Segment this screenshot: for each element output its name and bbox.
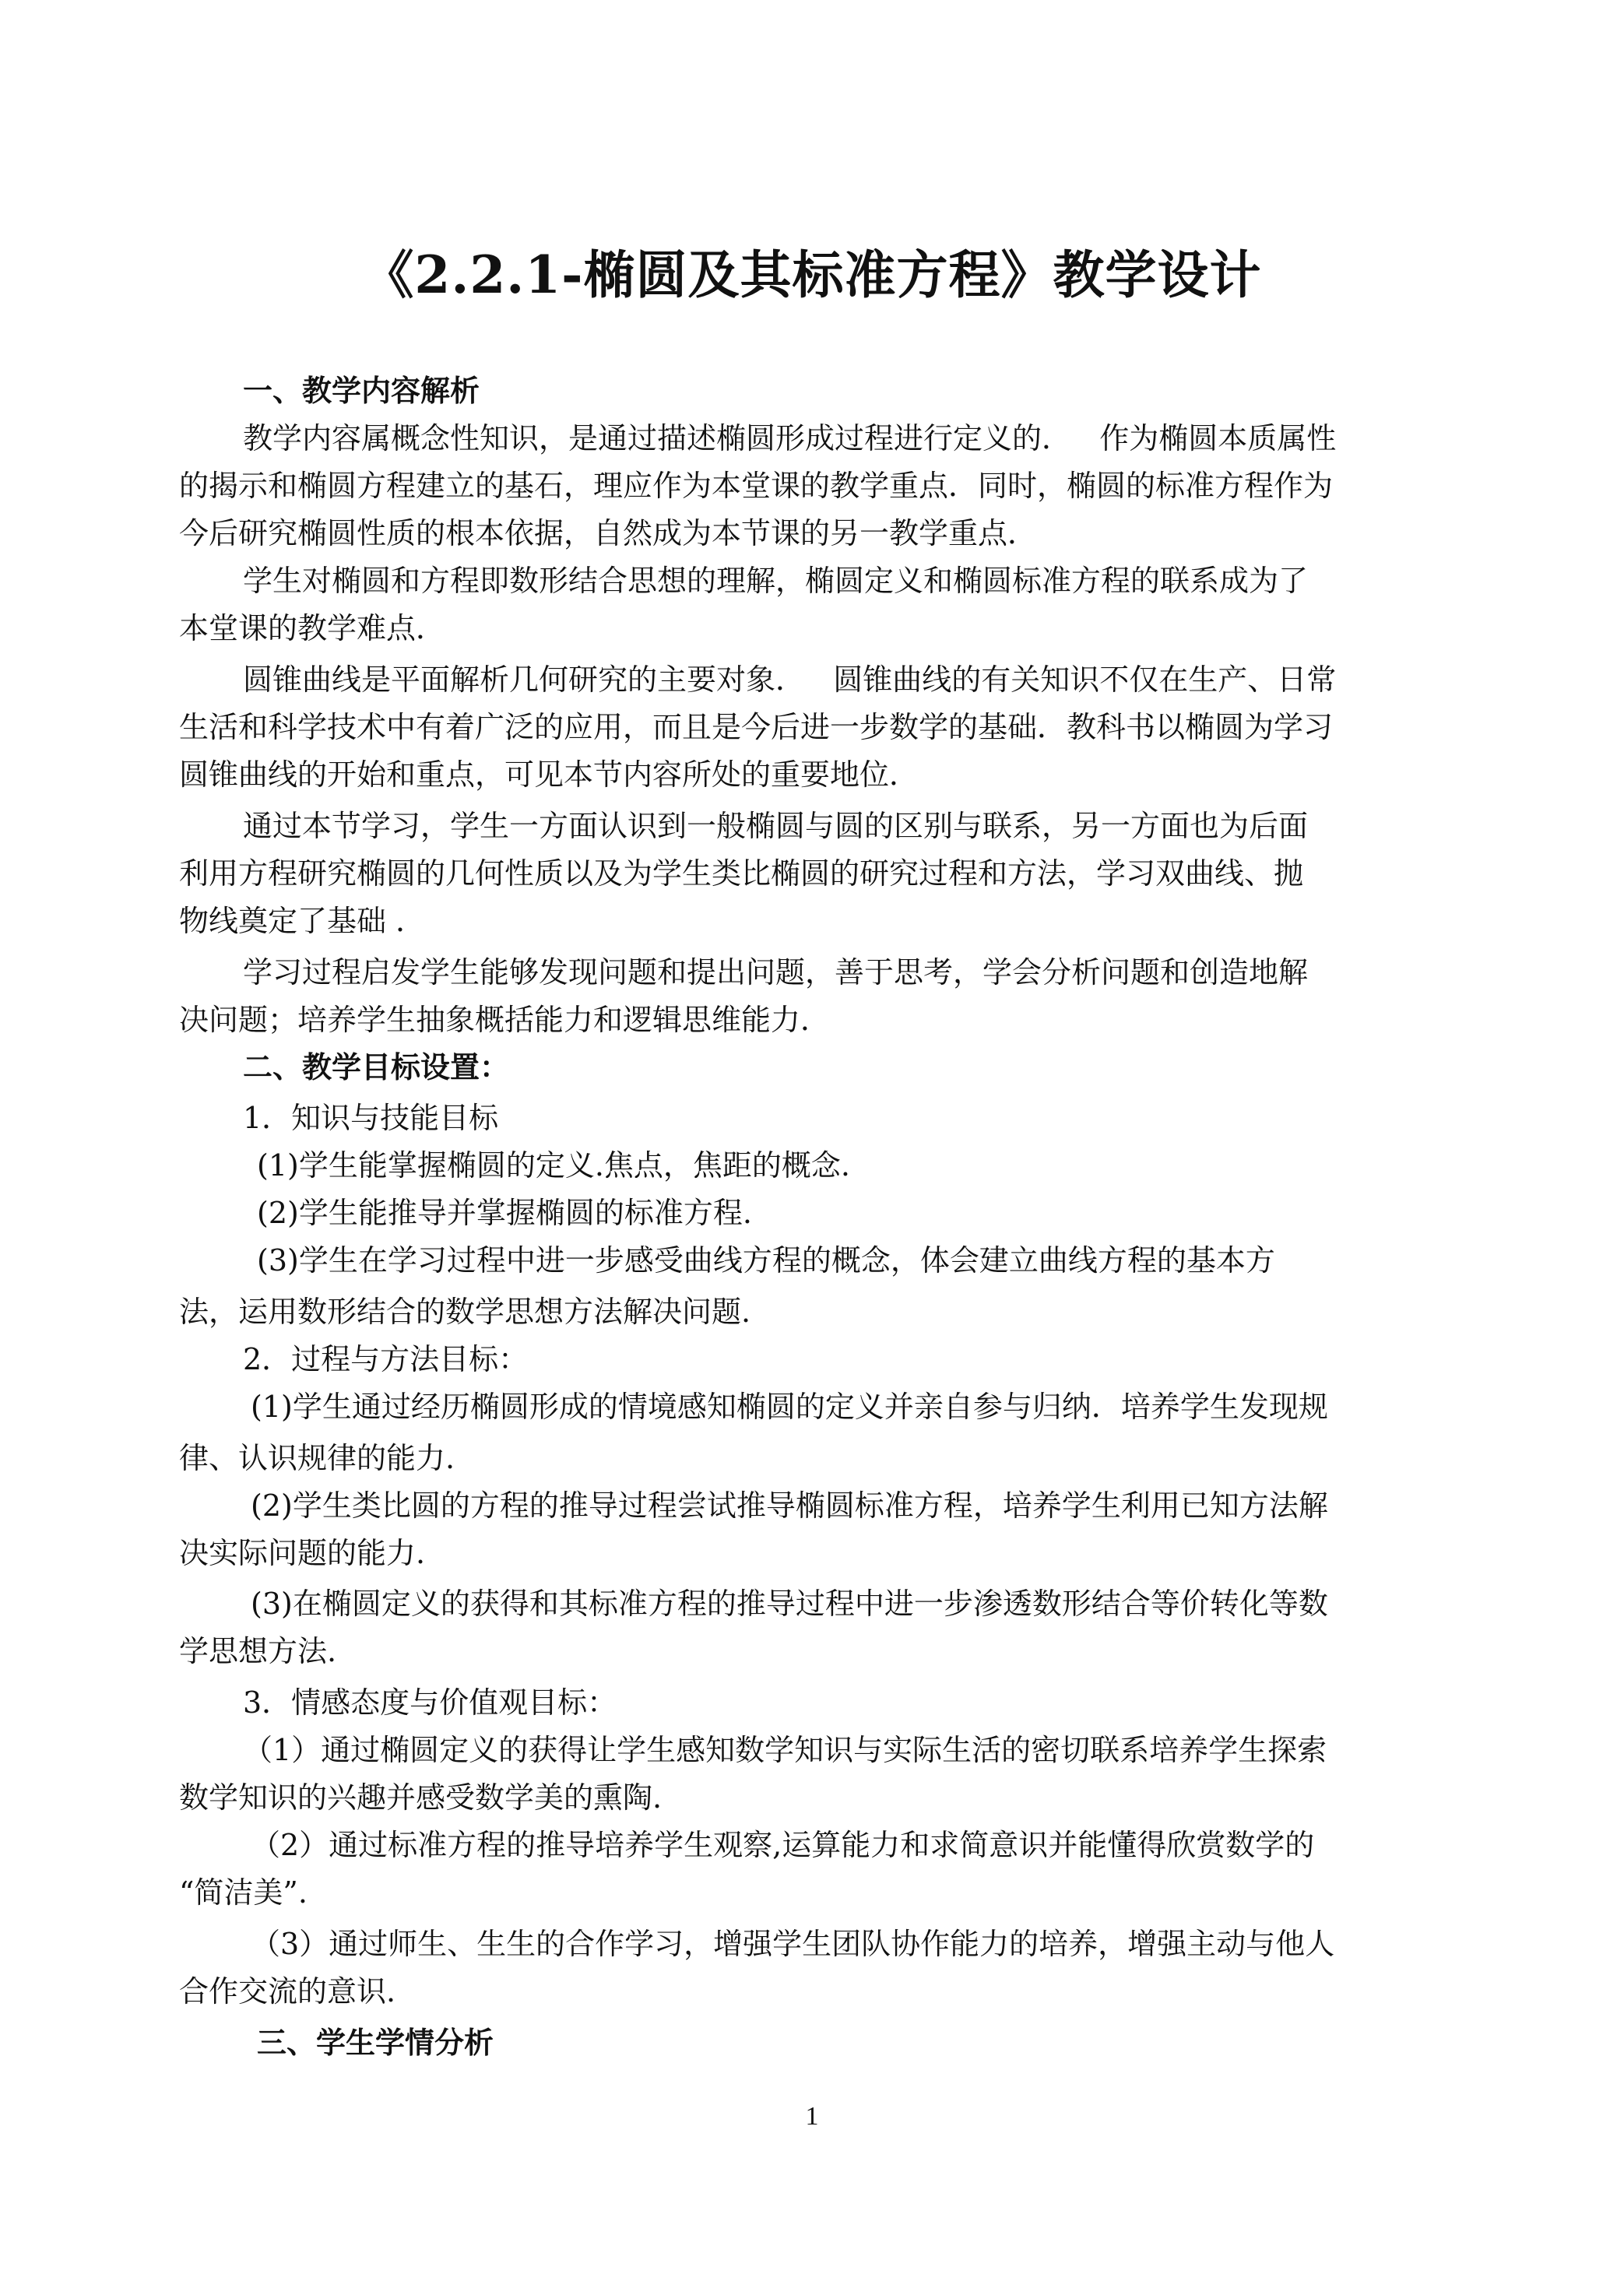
- list-item: （3）通过师生、生生的合作学习，增强学生团队协作能力的培养，增强主动与他人: [251, 1927, 1335, 1961]
- list-item: (1)学生能掌握椭圆的定义.焦点，焦距的概念.: [257, 1148, 850, 1183]
- paragraph-line: 学习过程启发学生能够发现问题和提出问题，善于思考，学会分析问题和创造地解: [243, 955, 1309, 989]
- section-heading-student-analysis: 三、学生学情分析: [257, 2025, 494, 2060]
- subsection-heading: 2．过程与方法目标：: [243, 1342, 529, 1376]
- list-item-continuation: 合作交流的意识.: [179, 1974, 396, 2009]
- paragraph-line: 教学内容属概念性知识，是通过描述椭圆形成过程进行定义的． 作为椭圆本质属性: [243, 421, 1337, 455]
- section-heading-objectives: 二、教学目标设置：: [243, 1049, 510, 1084]
- paragraph-line: 圆锥曲线是平面解析几何研究的主要对象． 圆锥曲线的有关知识不仅在生产、日常: [243, 662, 1337, 697]
- list-item: (1)学生通过经历椭圆形成的情境感知椭圆的定义并亲自参与归纳．培养学生发现规: [251, 1390, 1328, 1424]
- section-heading-content-analysis: 一、教学内容解析: [243, 373, 480, 408]
- paragraph-line: 圆锥曲线的开始和重点，可见本节内容所处的重要地位．: [179, 757, 919, 792]
- paragraph-line: 生活和科学技术中有着广泛的应用，而且是今后进一步数学的基础．教科书以椭圆为学习: [179, 710, 1334, 744]
- list-item: （1）通过椭圆定义的获得让学生感知数学知识与实际生活的密切联系培养学生探索: [243, 1733, 1327, 1767]
- paragraph-line: 学生对椭圆和方程即数形结合思想的理解，椭圆定义和椭圆标准方程的联系成为了: [243, 564, 1309, 598]
- list-item: (3)学生在学习过程中进一步感受曲线方程的概念，体会建立曲线方程的基本方: [257, 1243, 1275, 1278]
- paragraph-line: 物线奠定了基础 ．: [179, 904, 426, 938]
- page-number: 1: [805, 2102, 819, 2131]
- list-item-continuation: 决实际问题的能力.: [179, 1536, 426, 1570]
- list-item-continuation: 法，运用数形结合的数学思想方法解决问题.: [179, 1295, 751, 1329]
- subsection-heading: 3．情感态度与价值观目标：: [243, 1685, 617, 1720]
- list-item: (2)学生能推导并掌握椭圆的标准方程.: [257, 1196, 752, 1230]
- paragraph-line: 通过本节学习，学生一方面认识到一般椭圆与圆的区别与联系，另一方面也为后面: [243, 809, 1309, 843]
- list-item: （2）通过标准方程的推导培养学生观察,运算能力和求简意识并能懂得欣赏数学的: [251, 1828, 1315, 1862]
- list-item-continuation: 学思想方法.: [179, 1634, 337, 1668]
- paragraph-line: 的揭示和椭圆方程建立的基石，理应作为本堂课的教学重点．同时，椭圆的标准方程作为: [179, 469, 1334, 503]
- document-title: 《2.2.1-椭圆及其标准方程》教学设计: [362, 244, 1262, 305]
- list-item-continuation: 数学知识的兴趣并感受数学美的熏陶.: [179, 1780, 663, 1815]
- list-item: (2)学生类比圆的方程的推导过程尝试推导椭圆标准方程，培养学生利用已知方法解: [251, 1488, 1328, 1523]
- paragraph-line: 今后研究椭圆性质的根本依据，自然成为本节课的另一教学重点．: [179, 516, 1038, 550]
- list-item-continuation: 律、认识规律的能力.: [179, 1441, 455, 1475]
- paragraph-line: 决问题；培养学生抽象概括能力和逻辑思维能力．: [179, 1003, 831, 1037]
- paragraph-line: 利用方程研究椭圆的几何性质以及为学生类比椭圆的研究过程和方法，学习双曲线、抛: [179, 856, 1304, 891]
- list-item: (3)在椭圆定义的获得和其标准方程的推导过程中进一步渗透数形结合等价转化等数: [251, 1587, 1328, 1621]
- paragraph-line: 本堂课的教学难点．: [179, 611, 446, 645]
- list-item-continuation: “简洁美”.: [179, 1875, 308, 1910]
- subsection-heading: 1．知识与技能目标: [243, 1101, 499, 1135]
